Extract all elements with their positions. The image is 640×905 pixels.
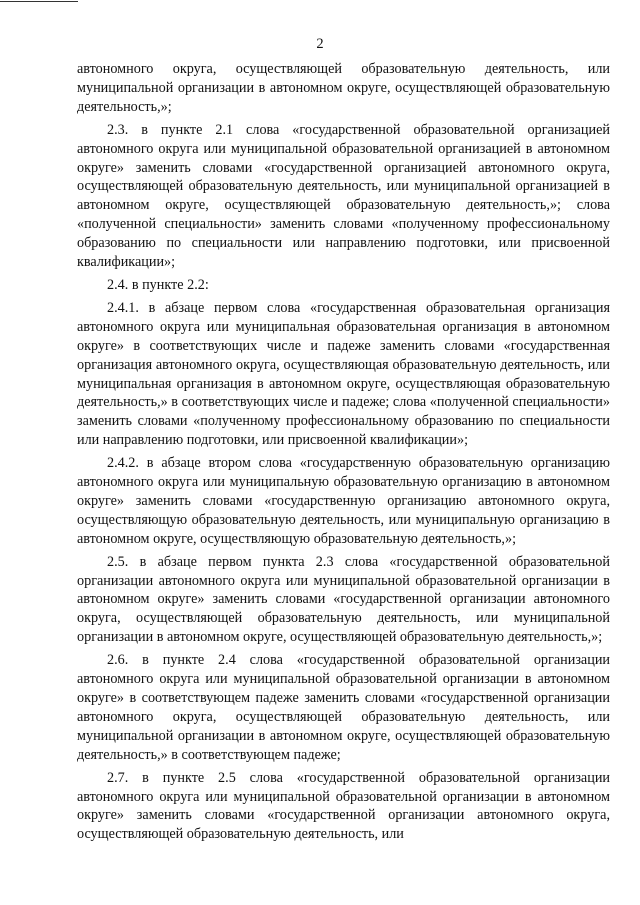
paragraph-continuation: автономного округа, осуществляющей образовательную деятельность, или муниципальной организации в автономном округе, осуществляющей образовательную деятельность,»; (77, 61, 610, 115)
paragraph-2-6: 2.6. в пункте 2.4 слова «государственной образовательной организации автономного округа или муниципальной образовательной организации в автономном округе» в соответствующем падеже заменить словами «государственной организации автономного округа, осуществляющей образовательную деятельность, или муниципальной организации в автономном округе, осуществляющей образовательную деятельность,» в соответствующем падеже; (77, 652, 610, 763)
paragraph-2-3: 2.3. в пункте 2.1 слова «государственной образовательной организацией автономного округа или муниципальной образовательной организацией в автономном округе» заменить словами «государственной организацией автономного округа, осуществляющей образовательную деятельность, или муниципальной организацией в автономном округе, осуществляющей образовательную деятельность,»; слова «полученной специальности» заменить словами «полученному профессиональному образованию по специальности или направлению подготовки, или присвоенной квалификации»; (77, 121, 610, 271)
paragraph-2-7: 2.7. в пункте 2.5 слова «государственной образовательной организации автономного округа или муниципальной образовательной организации в автономном округе» заменить словами «государственной организации автономного округа, осуществляющей образовательную деятельность, или (77, 769, 610, 843)
paragraph-2-4-1: 2.4.1. в абзаце первом слова «государственная образовательная организация автономного округа или муниципальная образовательная организация в автономном округе» в соответствующих числе и падеже заменить словами «государственная организация автономного округа, осуществляющая образовательную деятельность, или муниципальная организация в автономном округе, осуществляющая образовательную деятельность,» в соответствующих числе и падеже; слова «полученной специальности» заменить словами «полученному профессиональному образованию по специальности или направлению подготовки, или присвоенной квалификации»; (77, 299, 610, 449)
scan-corner-line (0, 1, 78, 2)
paragraph-2-4: 2.4. в пункте 2.2: (107, 276, 209, 293)
paragraph-2-5: 2.5. в абзаце первом пункта 2.3 слова «государственной образовательной организации автономного округа или муниципальной образовательной организации в автономном округе» заменить словами «государственной организации автономного округа, осуществляющей образовательную деятельность, или муниципальной организации в автономном округе, осуществляющей образовательную деятельность,»; (77, 553, 610, 646)
page-number: 2 (316, 36, 324, 52)
document-body (77, 60, 610, 848)
paragraph-2-4-2: 2.4.2. в абзаце втором слова «государственную образовательную организацию автономного округа или муниципальную образовательную организацию в автономном округе» заменить словами «государственную организацию автономного округа, осуществляющую образовательную деятельность, или муниципальную организацию в автономном округе, осуществляющую образовательную деятельность,»; (77, 455, 610, 547)
